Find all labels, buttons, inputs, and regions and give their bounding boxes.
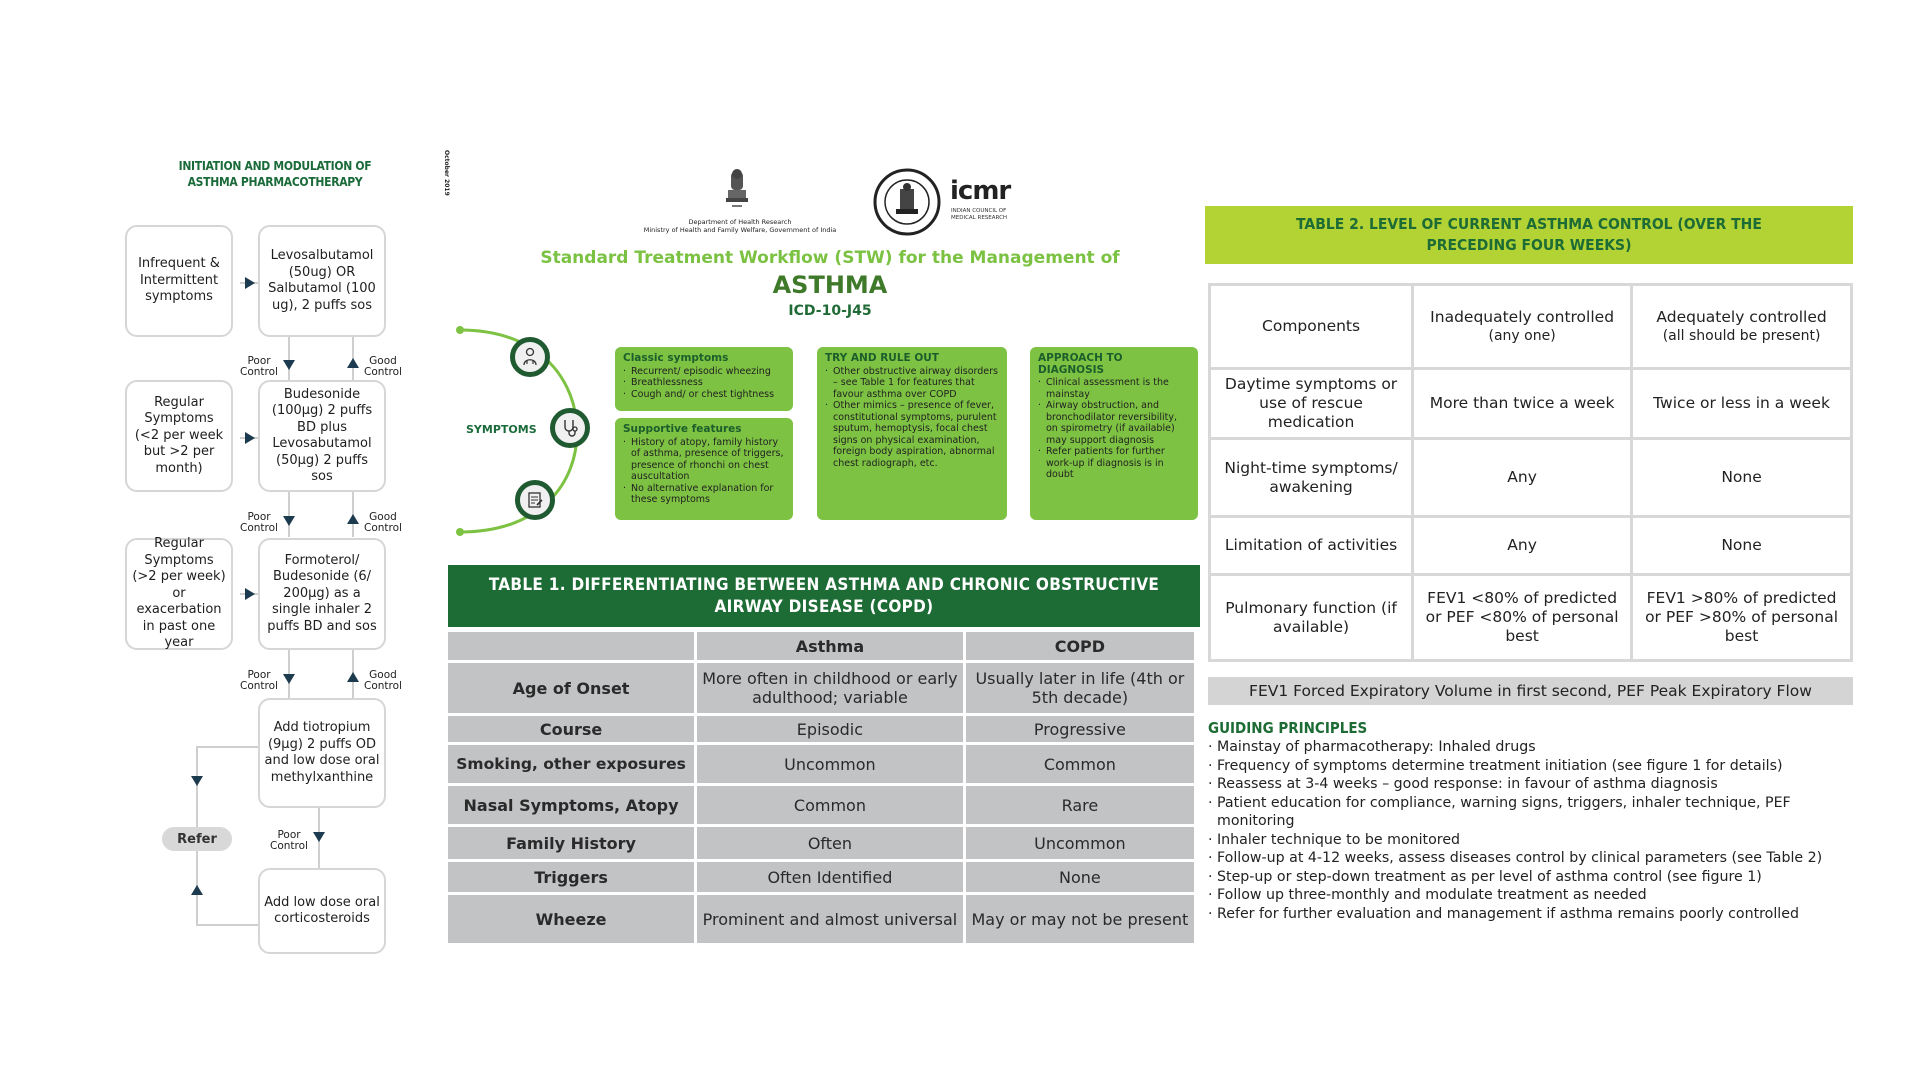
diagnosis-approach-title: APPROACH TO DIAGNOSIS — [1038, 352, 1123, 376]
flowchart-title-line2: ASTHMA PHARMACOTHERAPY — [187, 175, 363, 189]
table-cell: FEV1 <80% of predicted or PEF <80% of personal best — [1413, 575, 1632, 661]
icmr-sub2: MEDICAL RESEARCH — [951, 214, 1008, 221]
good-control-label: Good Control — [364, 669, 402, 692]
rule-out-title: TRY AND RULE OUT — [825, 352, 939, 364]
arrow-down-icon — [191, 776, 203, 786]
header-adequate: Adequately controlled — [1656, 307, 1827, 326]
condition-box: Infrequent & Intermittent symptoms — [125, 225, 233, 337]
list-item: · Follow-up at 4-12 weeks, assess diseases control by clinical parameters (see Table 2) — [1217, 849, 1857, 868]
diagnosis-approach-box — [1030, 347, 1198, 520]
list-item: · Step-up or step-down treatment as per level of asthma control (see figure 1) — [1217, 868, 1857, 887]
table-cell: More than twice a week — [1413, 369, 1632, 439]
good-control-label: Good Control — [364, 355, 402, 378]
table-cell: Triggers — [448, 862, 694, 892]
table-cell: Any — [1413, 517, 1632, 575]
table-header-row — [448, 632, 1194, 660]
table-row — [1210, 439, 1852, 517]
table-cell: Episodic — [697, 716, 963, 742]
table-cell: Pulmonary function (if available) — [1210, 575, 1413, 661]
table-cell: Age of Onset — [448, 663, 694, 713]
arrow-up-icon — [347, 514, 359, 524]
table-cell: None — [966, 862, 1194, 892]
rule-out-list — [825, 366, 999, 470]
table-row — [448, 827, 1194, 859]
list-item: · Mainstay of pharmacotherapy: Inhaled drugs — [1217, 738, 1857, 757]
arrow-down-icon — [283, 674, 295, 684]
table-header-row — [1210, 285, 1852, 369]
table-header: Components — [1210, 285, 1413, 369]
refer-badge: Refer — [162, 827, 232, 851]
list-item: · Frequency of symptoms determine treatment initiation (see figure 1 for details) — [1217, 757, 1857, 776]
table-row — [448, 786, 1194, 824]
connector — [196, 924, 258, 926]
table-cell: Common — [966, 745, 1194, 783]
table-header: COPD — [966, 632, 1194, 660]
header-inadequate-sub: (any one) — [1488, 327, 1556, 344]
table-cell: Night-time symptoms/ awakening — [1210, 439, 1413, 517]
arrow-down-icon — [283, 516, 295, 526]
table-cell: FEV1 >80% of predicted or PEF >80% of personal best — [1632, 575, 1852, 661]
treatment-box: Add low dose oral corticosteroids — [258, 868, 386, 954]
table1-title — [448, 565, 1200, 627]
list-item: · Refer for further evaluation and management if asthma remains poorly controlled — [1217, 905, 1857, 924]
icmr-seal-icon — [872, 167, 942, 237]
table-row — [1210, 517, 1852, 575]
flowchart-title — [140, 158, 410, 190]
condition-box: Regular Symptoms (>2 per week) or exacerbation in past one year — [125, 538, 233, 650]
list-item: · Patient education for compliance, warning signs, triggers, inhaler technique, PEF monitoring — [1217, 794, 1857, 831]
list-item: · Other mimics – presence of fever, constitutional symptoms, purulent sputum, hemoptysis, focal chest signs on physical examination, foreign body aspiration, abnormal chest radiograph, etc. — [833, 400, 999, 469]
disease-title: ASTHMA — [772, 271, 888, 299]
national-emblem-icon — [722, 168, 752, 212]
table-cell: Common — [697, 786, 963, 824]
classic-symptoms-list — [623, 366, 785, 401]
lungs-person-icon — [510, 337, 550, 377]
table-cell: Uncommon — [697, 745, 963, 783]
table-row — [448, 716, 1194, 742]
connector — [196, 746, 258, 748]
list-item: · Reassess at 3-4 weeks – good response: in favour of asthma diagnosis — [1217, 775, 1857, 794]
table-cell: Progressive — [966, 716, 1194, 742]
stethoscope-icon — [550, 408, 590, 448]
table-row — [1210, 575, 1852, 661]
table-cell: Nasal Symptoms, Atopy — [448, 786, 694, 824]
arrow-up-icon — [347, 358, 359, 368]
supportive-features-title: Supportive features — [623, 423, 742, 435]
connector — [288, 491, 290, 537]
arrow-up-icon — [347, 672, 359, 682]
table2 — [1208, 283, 1853, 662]
list-item: · Breathlessness — [631, 377, 785, 389]
table-row — [448, 895, 1194, 943]
table2-footnote: FEV1 Forced Expiratory Volume in first second, PEF Peak Expiratory Flow — [1208, 677, 1853, 705]
table-cell: Smoking, other exposures — [448, 745, 694, 783]
table-header — [1632, 285, 1852, 369]
department-name: Department of Health Research — [688, 218, 792, 226]
table2-title — [1205, 206, 1853, 264]
guiding-principles-title: GUIDING PRINCIPLES — [1208, 719, 1368, 737]
classic-symptoms-title: Classic symptoms — [623, 352, 729, 364]
poor-control-label: Poor Control — [270, 829, 308, 852]
table-header — [448, 632, 694, 660]
icd-code: ICD-10-J45 — [788, 303, 872, 319]
supportive-features-box — [615, 418, 793, 520]
arrow-right-icon — [245, 588, 255, 600]
table-cell: Prominent and almost universal — [697, 895, 963, 943]
header-inadequate: Inadequately controlled — [1430, 307, 1615, 326]
table-cell: Course — [448, 716, 694, 742]
table-cell: Rare — [966, 786, 1194, 824]
flowchart-title-line1: INITIATION AND MODULATION OF — [178, 159, 372, 173]
arrow-right-icon — [245, 277, 255, 289]
table-row — [1210, 369, 1852, 439]
arrow-down-icon — [283, 360, 295, 370]
treatment-box: Formoterol/ Budesonide (6/ 200µg) as a single inhaler 2 puffs BD and sos — [258, 538, 386, 650]
list-item: · Follow up three-monthly and modulate treatment as needed — [1217, 886, 1857, 905]
list-item: · Recurrent/ episodic wheezing — [631, 366, 785, 378]
table-cell: Often Identified — [697, 862, 963, 892]
table-cell: Often — [697, 827, 963, 859]
table-cell: Wheeze — [448, 895, 694, 943]
connector — [288, 336, 290, 382]
department-text — [625, 218, 855, 234]
symptoms-label: SYMPTOMS — [466, 423, 537, 436]
icmr-subtext — [951, 208, 1007, 221]
arrow-down-icon — [313, 832, 325, 842]
diagnosis-approach-list — [1038, 377, 1190, 481]
table-row — [448, 745, 1194, 783]
table-cell: Limitation of activities — [1210, 517, 1413, 575]
table-cell: May or may not be present — [966, 895, 1194, 943]
supportive-features-list — [623, 437, 785, 506]
list-item: · History of atopy, family history of asthma, presence of triggers, presence of rhonchi on chest auscultation — [631, 437, 785, 483]
good-control-label: Good Control — [364, 511, 402, 534]
header-adequate-sub: (all should be present) — [1662, 327, 1821, 344]
poor-control-label: Poor Control — [240, 355, 278, 378]
table-cell: Daytime symptoms or use of rescue medication — [1210, 369, 1413, 439]
table-cell: Usually later in life (4th or 5th decade) — [966, 663, 1194, 713]
icmr-logo: icmr — [950, 176, 1011, 206]
poor-control-label: Poor Control — [240, 511, 278, 534]
arrow-up-icon — [191, 885, 203, 895]
treatment-box: Levosalbutamol (50ug) OR Salbutamol (100 ug), 2 puffs sos — [258, 225, 386, 337]
condition-box: Regular Symptoms (<2 per week but >2 per month) — [125, 380, 233, 492]
list-item: · Clinical assessment is the mainstay — [1046, 377, 1190, 400]
table-row — [448, 663, 1194, 713]
table-cell: None — [1632, 517, 1852, 575]
table-header — [1413, 285, 1632, 369]
list-item: · No alternative explanation for these symptoms — [631, 483, 785, 506]
list-item: · Inhaler technique to be monitored — [1217, 831, 1857, 850]
table-header: Asthma — [697, 632, 963, 660]
rule-out-box — [817, 347, 1007, 520]
table1-title-text: TABLE 1. DIFFERENTIATING BETWEEN ASTHMA AND CHRONIC OBSTRUCTIVE AIRWAY DISEASE (COPD) — [488, 575, 1160, 617]
guiding-principles-list — [1208, 738, 1857, 923]
table-row — [448, 862, 1194, 892]
table-cell: Family History — [448, 827, 694, 859]
table-cell: Any — [1413, 439, 1632, 517]
list-item: · Refer patients for further work-up if diagnosis is in doubt — [1046, 446, 1190, 481]
clipboard-icon — [515, 480, 555, 520]
stw-title: Standard Treatment Workflow (STW) for the Management of — [540, 248, 1120, 268]
list-item: · Airway obstruction, and bronchodilator reversibility, on spirometry (if available) may support diagnosis — [1046, 400, 1190, 446]
classic-symptoms-box — [615, 347, 793, 411]
ministry-name: Ministry of Health and Family Welfare, Government of India — [643, 226, 837, 234]
poor-control-label: Poor Control — [240, 669, 278, 692]
table1 — [445, 629, 1197, 946]
icmr-sub1: INDIAN COUNCIL OF — [951, 208, 1007, 214]
table-cell: More often in childhood or early adulthood; variable — [697, 663, 963, 713]
arrow-right-icon — [245, 432, 255, 444]
table-cell: Uncommon — [966, 827, 1194, 859]
list-item: · Other obstructive airway disorders – see Table 1 for features that favour asthma over COPD — [833, 366, 999, 401]
list-item: · Cough and/ or chest tightness — [631, 389, 785, 401]
treatment-box: Budesonide (100µg) 2 puffs BD plus Levosabutamol (50µg) 2 puffs sos — [258, 380, 386, 492]
treatment-box: Add tiotropium (9µg) 2 puffs OD and low dose oral methylxanthine — [258, 698, 386, 808]
table-cell: None — [1632, 439, 1852, 517]
table2-title-text: TABLE 2. LEVEL OF CURRENT ASTHMA CONTROL (OVER THE PRECEDING FOUR WEEKS) — [1296, 215, 1762, 254]
table-cell: Twice or less in a week — [1632, 369, 1852, 439]
date-vertical: October 2019 — [443, 150, 450, 196]
